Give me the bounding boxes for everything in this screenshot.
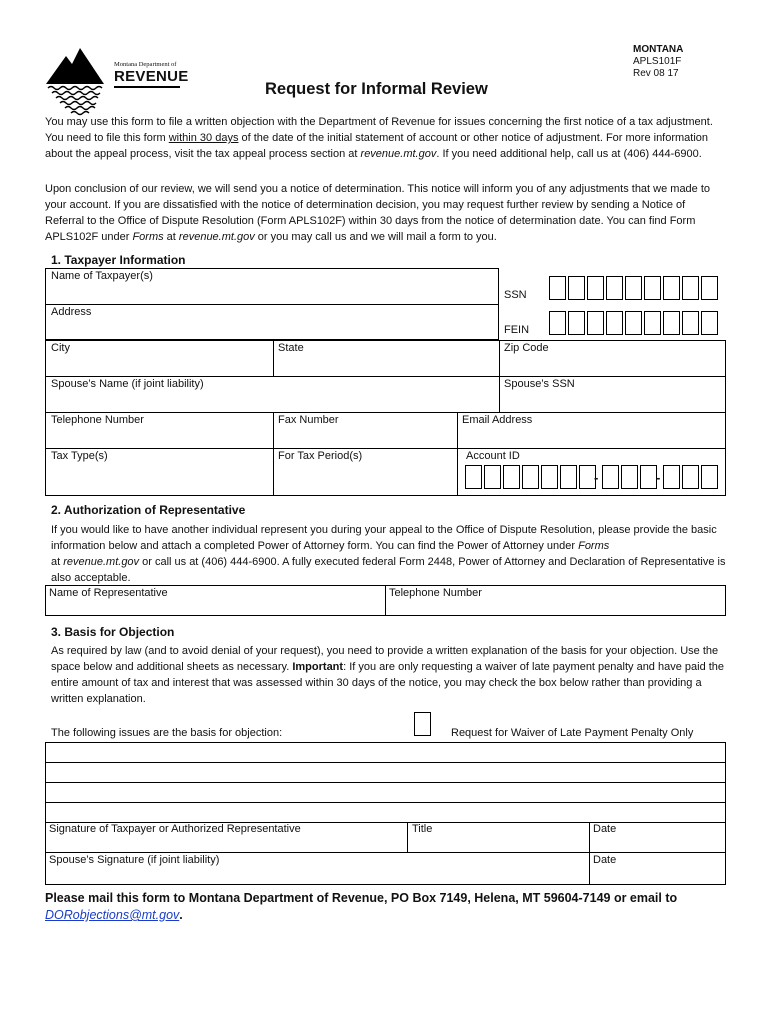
state-field[interactable]: [274, 356, 498, 375]
section-2-text-part: at: [51, 556, 64, 568]
fein-digit-boxes[interactable]: [549, 311, 720, 335]
fax-field[interactable]: [274, 428, 456, 447]
state-label: MONTANA: [633, 44, 684, 55]
email-link[interactable]: DORobjections@mt.gov: [45, 908, 180, 922]
ssn-digit-box[interactable]: [625, 276, 642, 300]
ssn-label: SSN: [504, 289, 527, 301]
zip-code-label: Zip Code: [504, 342, 549, 354]
spouse-date-label: Date: [593, 854, 617, 866]
section-2-text-part: If you would like to have another individual represent you during your appeal to the Office of Dispute Resolution, please provide the basic information below and attach a completed Power of Attorney form. You can find the Power of Attorney under: [51, 524, 717, 552]
intro-paragraph-2: [45, 181, 727, 245]
ssn-digit-box[interactable]: [701, 276, 718, 300]
divider: [45, 852, 726, 853]
account-id-digit-box[interactable]: [701, 465, 718, 489]
address-label: Address: [51, 306, 92, 318]
account-id-dash: -: [656, 470, 661, 485]
account-id-digit-box[interactable]: [541, 465, 558, 489]
forms-text: Forms: [132, 231, 164, 243]
mailing-text-end: .: [179, 908, 183, 922]
logo-department-text: Montana Department of: [114, 61, 177, 68]
fein-digit-box[interactable]: [701, 311, 718, 335]
account-id-digit-box[interactable]: [640, 465, 657, 489]
fein-digit-box[interactable]: [606, 311, 623, 335]
ssn-digit-box[interactable]: [682, 276, 699, 300]
representative-phone-field[interactable]: [386, 600, 725, 615]
divider: [45, 448, 726, 449]
section-2-text: [51, 522, 727, 586]
date-field[interactable]: [590, 836, 725, 851]
ssn-digit-box[interactable]: [644, 276, 661, 300]
revision-label: Rev 08 17: [633, 68, 679, 79]
account-id-digit-box[interactable]: [465, 465, 482, 489]
telephone-field[interactable]: [46, 428, 272, 447]
website-link[interactable]: revenue.mt.gov: [178, 231, 255, 243]
tax-period-label: For Tax Period(s): [278, 450, 363, 462]
fein-label: FEIN: [504, 324, 530, 336]
divider: [45, 412, 726, 413]
ssn-digit-box[interactable]: [587, 276, 604, 300]
intro-text: or you may call us and we will mail a form to you.: [254, 231, 497, 243]
website-link[interactable]: revenue.mt.gov: [63, 556, 140, 568]
divider: [45, 376, 726, 377]
spouse-signature-field[interactable]: [46, 867, 588, 884]
section-2-heading: 2. Authorization of Representative: [51, 503, 246, 517]
account-id-boxes-2[interactable]: [602, 465, 659, 489]
fein-digit-box[interactable]: [682, 311, 699, 335]
fein-digit-box[interactable]: [644, 311, 661, 335]
form-number: APLS101F: [633, 56, 682, 67]
mailing-instructions: [45, 890, 725, 924]
spouse-name-label: Spouse’s Name (if joint liability): [51, 378, 204, 390]
section-3-text-part: As required by law (and to avoid denial of your request), you need to provide a written explanation of the basis for your objection. Use the space below and additional sheets as necessary.: [51, 645, 719, 673]
name-of-taxpayer-field[interactable]: [46, 284, 498, 303]
mountain-logo-icon: [44, 44, 114, 124]
fein-digit-box[interactable]: [625, 311, 642, 335]
address-field[interactable]: [46, 320, 498, 339]
spouse-ssn-label: Spouse’s SSN: [504, 378, 575, 390]
important-text: Important: [292, 661, 344, 673]
section-2-text-part: or call us at (406) 444-6900. A fully executed federal Form 2448, Power of Attorney and Declaration of Representative is also acceptable.: [51, 556, 726, 584]
account-id-boxes-3[interactable]: [663, 465, 720, 489]
title-field[interactable]: [408, 836, 588, 851]
intro-text: . If you need additional help, call us at (406) 444-6900.: [436, 148, 702, 160]
intro-text: at: [163, 231, 179, 243]
spouse-name-field[interactable]: [46, 392, 498, 411]
email-field[interactable]: [458, 428, 725, 447]
ssn-digit-box[interactable]: [568, 276, 585, 300]
objection-line-1[interactable]: [46, 743, 725, 762]
representative-phone-label: Telephone Number: [389, 587, 482, 599]
section-1-heading: 1. Taxpayer Information: [51, 253, 186, 267]
account-id-digit-box[interactable]: [621, 465, 638, 489]
section-3-text-part: : If you are only requesting a waiver of late payment penalty and have paid the entire amount of tax and interest that was assessed within 30 days of the notice, you may check the box below rather than providing a written explanation.: [51, 661, 725, 705]
mailing-text: Please mail this form to Montana Department of Revenue, PO Box 7149, Helena, MT 59604-7149 or email to: [45, 891, 678, 905]
spouse-ssn-field[interactable]: [500, 392, 725, 411]
name-of-taxpayer-label: Name of Taxpayer(s): [51, 270, 153, 282]
logo-underline: [114, 86, 180, 88]
signature-label: Signature of Taxpayer or Authorized Representative: [49, 823, 301, 835]
representative-name-label: Name of Representative: [49, 587, 168, 599]
fein-digit-box[interactable]: [663, 311, 680, 335]
spouse-date-field[interactable]: [590, 867, 725, 884]
divider: [457, 412, 458, 496]
city-field[interactable]: [46, 356, 272, 375]
deadline-text: within 30 days: [168, 132, 239, 144]
email-label: Email Address: [462, 414, 533, 426]
form-id-block: [633, 44, 683, 80]
fein-digit-box[interactable]: [568, 311, 585, 335]
intro-text: of the date of the initial statement of account or other notice of adjustment. For more information about the appeal process, visit the tax appeal process section at: [45, 132, 709, 160]
account-id-label: Account ID: [466, 450, 520, 462]
account-id-digit-box[interactable]: [484, 465, 501, 489]
objection-line-2[interactable]: [46, 763, 725, 782]
account-id-dash: -: [594, 470, 599, 485]
zip-code-field[interactable]: [500, 356, 725, 375]
page-title: Request for Informal Review: [265, 80, 488, 98]
montana-revenue-logo: [44, 44, 189, 124]
section-3-heading: 3. Basis for Objection: [51, 625, 175, 639]
intro-text: You may use this form to file a written objection with the Department of Revenue for issues concerning the first notice of a tax adjustment. You need to file this form: [45, 116, 713, 144]
fax-label: Fax Number: [278, 414, 339, 426]
fein-digit-box[interactable]: [587, 311, 604, 335]
intro-paragraph-1: [45, 114, 727, 162]
tax-type-field[interactable]: [46, 464, 272, 495]
account-id-digit-box[interactable]: [560, 465, 577, 489]
objection-issues-label: The following issues are the basis for objection:: [51, 727, 283, 739]
forms-text: Forms: [578, 540, 610, 552]
account-id-digit-box[interactable]: [663, 465, 680, 489]
website-link[interactable]: revenue.mt.gov: [360, 148, 437, 160]
spouse-signature-label: Spouse’s Signature (if joint liability): [49, 854, 220, 866]
account-id-boxes-1[interactable]: [465, 465, 598, 489]
divider: [45, 304, 499, 305]
waiver-label: Request for Waiver of Late Payment Penalty Only: [451, 727, 694, 739]
section-3-text: [51, 643, 727, 707]
logo-revenue-text: REVENUE: [114, 68, 189, 85]
state-field-label: State: [278, 342, 304, 354]
signature-field[interactable]: [46, 836, 406, 851]
objection-line-3[interactable]: [46, 783, 725, 802]
account-id-digit-box[interactable]: [522, 465, 539, 489]
ssn-digit-box[interactable]: [663, 276, 680, 300]
account-id-digit-box[interactable]: [602, 465, 619, 489]
ssn-digit-boxes[interactable]: [549, 276, 720, 300]
ssn-digit-box[interactable]: [606, 276, 623, 300]
representative-name-field[interactable]: [46, 600, 384, 615]
ssn-digit-box[interactable]: [549, 276, 566, 300]
date-label: Date: [593, 823, 617, 835]
tax-period-field[interactable]: [274, 464, 456, 495]
tax-type-label: Tax Type(s): [51, 450, 108, 462]
intro-text: Upon conclusion of our review, we will send you a notice of determination. This notice will inform you of any adjustments that we made to your account. If you are dissatisfied with the notice of determination decision, you may request further review by sending a Notice of Referral to the Office of Dispute Resolution (Form APLS102F) within 30 days from the notice of determination date. You can find Form APLS102F under: [45, 183, 711, 243]
city-label: City: [51, 342, 70, 354]
telephone-label: Telephone Number: [51, 414, 144, 426]
waiver-checkbox[interactable]: [414, 712, 431, 736]
objection-line-4[interactable]: [46, 803, 725, 822]
title-label: Title: [412, 823, 433, 835]
account-id-digit-box[interactable]: [503, 465, 520, 489]
fein-digit-box[interactable]: [549, 311, 566, 335]
account-id-digit-box[interactable]: [682, 465, 699, 489]
